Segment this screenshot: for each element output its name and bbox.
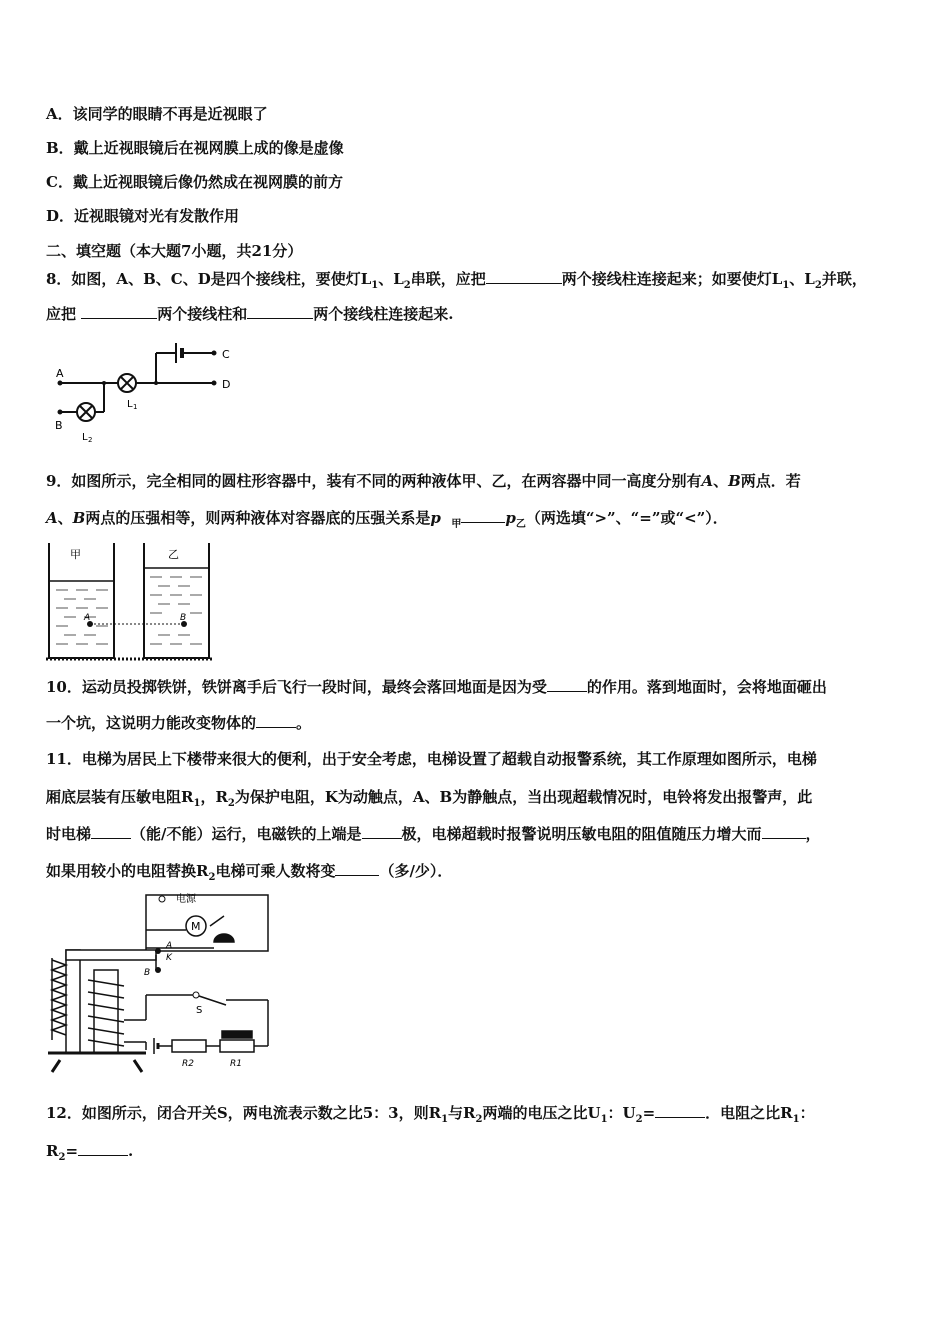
svg-text:M: M [191, 920, 201, 933]
answer-blank[interactable] [547, 676, 587, 692]
svg-text:S: S [196, 1005, 203, 1016]
q11-line1: 11．电梯为居民上下楼带来很大的便利，出于安全考虑，电梯设置了超载自动报警系统，其工作原理如图所示，电梯 [46, 750, 817, 768]
q12-line2: $R_2=$ . [46, 1142, 134, 1163]
svg-text:R2: R2 [182, 1059, 194, 1069]
q9-line1: 9．如图所示，完全相同的圆柱形容器中，装有不同的两种液体甲、乙，在两容器中同一高度分别有A、B两点．若 [46, 472, 801, 490]
q12-line1: 12．如图所示，闭合开关S，两电流表示数之比5：3，则$R_1$与$R_2$两端的电压之比$U_1$：$U_2=$ ．电阻之比$R_1$： [46, 1104, 815, 1125]
answer-blank[interactable] [762, 823, 806, 839]
answer-blank[interactable] [81, 303, 157, 319]
svg-text:L: L [127, 399, 133, 410]
q9-containers-figure [46, 538, 216, 666]
q7-option-a: A．该同学的眼睛不再是近视眼了 [46, 105, 268, 123]
svg-text:K: K [166, 953, 172, 963]
q10-line2: 一个坑，这说明力能改变物体的 。 [46, 714, 312, 732]
q11-line3: 时电梯 （能/不能）运行，电磁铁的上端是 极，电梯超载时报警说明压敏电阻的阻值随压力增大而 ， [46, 825, 821, 843]
q10-line1: 10．运动员投掷铁饼，铁饼离手后飞行一段时间，最终会落回地面是因为受 的作用。落到地面时，会将地面砸出 [46, 678, 827, 696]
svg-text:1: 1 [133, 403, 138, 411]
q9-line2: A、B两点的压强相等，则两种液体对容器底的压强关系是p $_甲$ $p_乙$（两选填“>”、“=”或“<”）． [46, 509, 728, 530]
svg-text:L: L [82, 432, 88, 443]
svg-text:D: D [222, 378, 231, 391]
q11-alarm-circuit-figure [46, 890, 276, 1080]
svg-text:电源: 电源 [176, 894, 196, 905]
q8-line1: 8．如图，A、B、C、D是四个接线柱，要使灯$L_1$、$L_2$串联，应把 两个接线柱连接起来；如要使灯$L_1$、$L_2$并联， [46, 270, 867, 291]
answer-blank[interactable] [256, 712, 296, 728]
answer-blank[interactable] [362, 823, 402, 839]
svg-text:A: A [166, 941, 173, 951]
svg-text:A: A [56, 367, 64, 380]
svg-text:R1: R1 [230, 1059, 242, 1069]
answer-blank[interactable] [335, 860, 379, 876]
q7-option-d: D．近视眼镜对光有发散作用 [46, 207, 240, 225]
q7-option-b: B．戴上近视眼镜后在视网膜上成的像是虚像 [46, 139, 344, 157]
answer-blank[interactable] [247, 303, 313, 319]
svg-text:A: A [84, 613, 91, 623]
q7-option-c: C．戴上近视眼镜后像仍然成在视网膜的前方 [46, 173, 343, 191]
svg-text:C: C [222, 348, 230, 361]
svg-text:B: B [144, 968, 151, 978]
bell-icon [214, 934, 234, 942]
answer-blank[interactable] [461, 507, 505, 523]
svg-text:2: 2 [88, 436, 93, 444]
q11-line4: 如果用较小的电阻替换$R_2$电梯可乘人数将变 （多/少）． [46, 862, 453, 883]
section-heading: 二、填空题（本大题7小题，共21分） [46, 242, 303, 260]
answer-blank[interactable] [655, 1102, 705, 1118]
q8-circuit-figure [46, 338, 246, 448]
answer-blank[interactable] [91, 823, 131, 839]
svg-text:乙: 乙 [168, 548, 179, 561]
q8-line2: 应把 两个接线柱和 两个接线柱连接起来. [46, 305, 454, 323]
svg-text:甲: 甲 [70, 548, 81, 561]
answer-blank[interactable] [78, 1140, 128, 1156]
svg-text:B: B [55, 419, 63, 432]
answer-blank[interactable] [486, 268, 562, 284]
svg-text:B: B [180, 613, 187, 623]
q11-line2: 厢底层装有压敏电阻$R_1$，$R_2$为保护电阻，K为动触点，A、B为静触点，当出现超载情况时，电铃将发出报警声，此 [46, 788, 813, 809]
